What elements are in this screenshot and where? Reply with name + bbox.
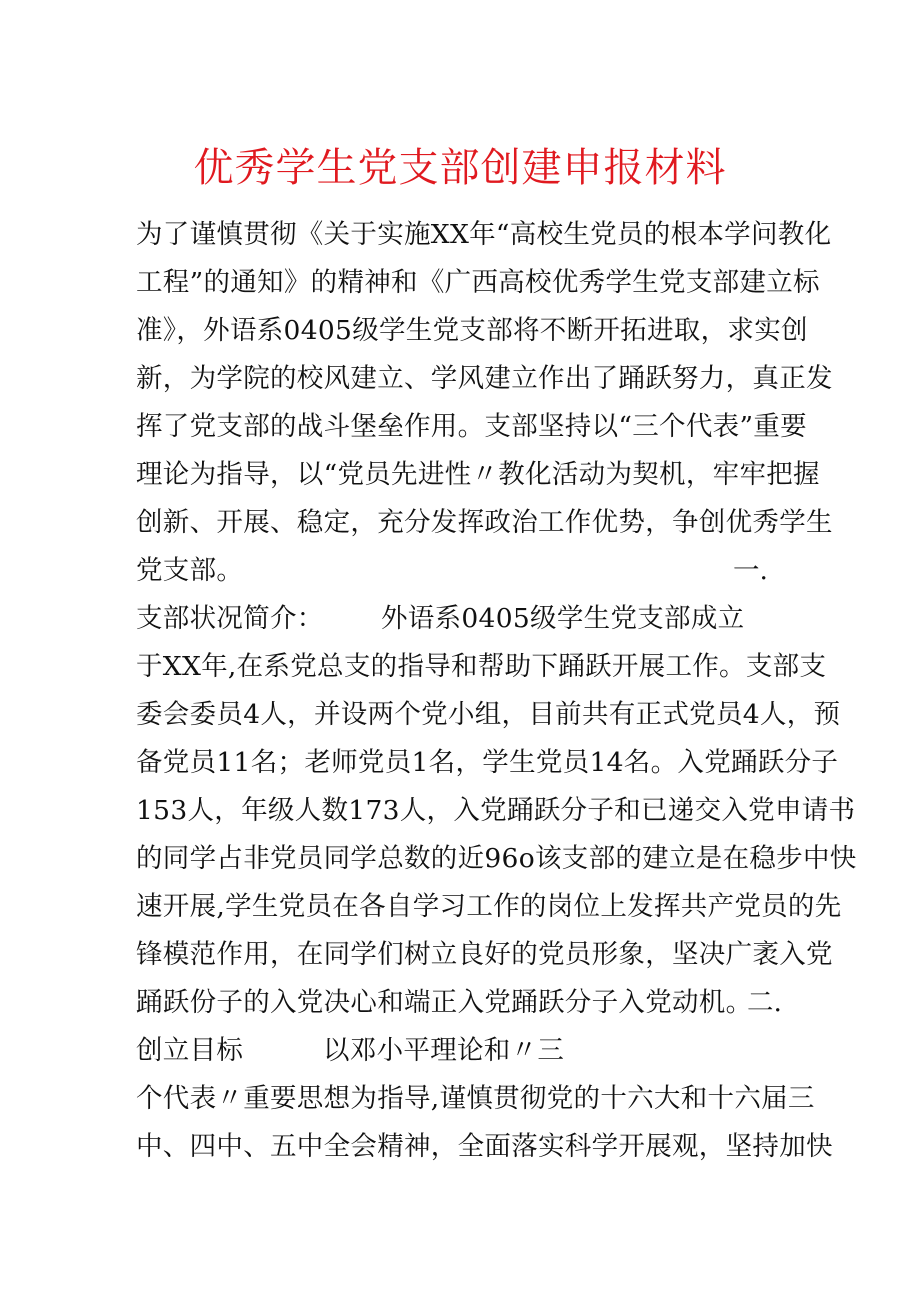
section-heading: 支部状况简介： (136, 603, 324, 634)
body-line: 踊跃份子的入党决心和端正入党踊跃分子入党动机。 (136, 987, 753, 1018)
body-line: 为了谨慎贯彻《关于实施XX年“高校生党员的根本学问教化 (136, 219, 832, 250)
body-line: 创新、开展、稳定，充分发挥政治工作优势，争创优秀学生 (136, 507, 833, 538)
body-line: 153人，年级人数173人，入党踊跃分子和已递交入党申请书 (136, 795, 856, 826)
body-line: 备党员11名；老师党员1名，学生党员14名。入党踊跃分子 (136, 747, 839, 778)
body-line: 党支部。 (136, 555, 244, 586)
body-line: 中、四中、五中全会精神，全面落实科学开展观，坚持加快 (136, 1131, 833, 1162)
body-line: 新，为学院的校风建立、学风建立作出了踊跃努力，真正发 (136, 363, 833, 394)
body-line: 于XX年,在系党总支的指导和帮助下踊跃开展工作。支部支 (136, 651, 827, 682)
body-line: 准》，外语系0405级学生党支部将不断开拓进取，求实创 (136, 315, 808, 346)
body-line: 外语系0405级学生党支部成立 (381, 603, 745, 634)
section-marker: 二. (747, 987, 782, 1018)
body-line: 锋模范作用，在同学们树立良好的党员形象，坚决广袤入党 (136, 939, 833, 970)
body-line: 个代表〃重要思想为指导,谨慎贯彻党的十六大和十六届三 (136, 1083, 815, 1114)
body-line: 委会委员4人，并设两个党小组，目前共有正式党员4人，预 (136, 699, 841, 730)
section-marker: 一. (733, 555, 768, 586)
body-line: 工程”的通知》的精神和《广西高校优秀学生党支部建立标 (136, 267, 820, 298)
body-line: 以邓小平理论和〃三 (323, 1035, 565, 1066)
document-title: 优秀学生党支部创建申报材料 (193, 145, 727, 191)
section-heading: 创立目标 (136, 1035, 244, 1066)
body-line: 理论为指导，以“党员先进性〃教化活动为契机，牢牢把握 (136, 459, 820, 490)
body-line: 挥了党支部的战斗堡垒作用。支部坚持以“三个代表”重要 (136, 411, 807, 442)
body-line: 的同学占非党员同学总数的近96o该支部的建立是在稳步中快 (136, 843, 857, 874)
body-line: 速开展,学生党员在各自学习工作的岗位上发挥共产党员的先 (136, 891, 842, 922)
